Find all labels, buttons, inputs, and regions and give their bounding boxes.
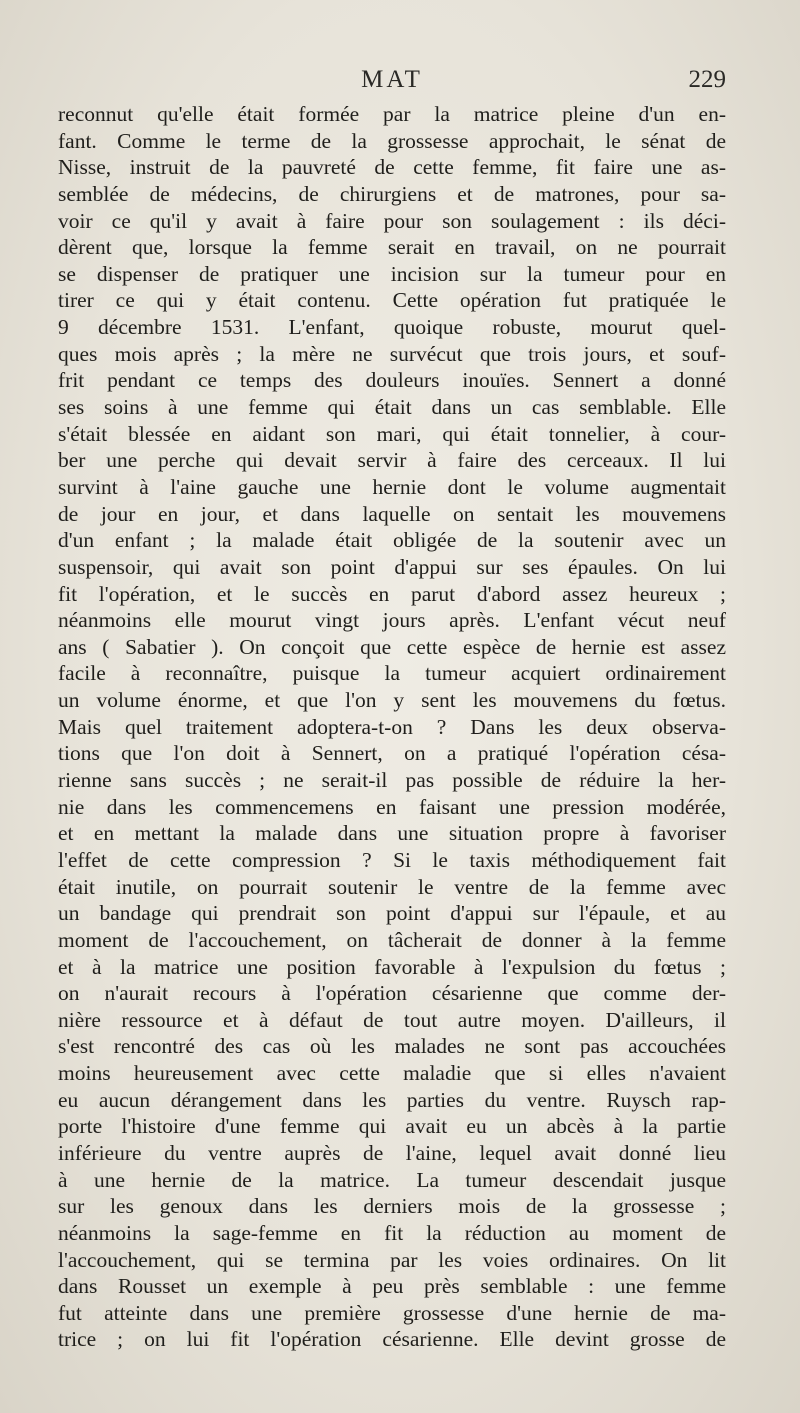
text-line: ques mois après ; la mère ne survécut que trois jours, et souf- xyxy=(58,341,726,366)
text-line: frit pendant ce temps des douleurs inouïes. Sennert a donné xyxy=(58,368,726,393)
text-line: sur les genoux dans les derniers mois de la grossesse ; xyxy=(58,1194,726,1219)
text-line: fut atteinte dans une première grossesse d'une hernie de ma- xyxy=(58,1300,726,1325)
running-head: MAT xyxy=(361,66,423,93)
text-line: un bandage qui prendrait son point d'appui sur l'épaule, et au xyxy=(58,901,726,926)
page-header xyxy=(58,66,726,100)
text-line: néanmoins elle mourut vingt jours après. L'enfant vécut neuf xyxy=(58,608,726,633)
text-line: ans ( Sabatier ). On conçoit que cette espèce de hernie est assez xyxy=(58,634,726,659)
text-line: et en mettant la malade dans une situation propre à favoriser xyxy=(58,821,726,846)
text-line: fant. Comme le terme de la grossesse approchait, le sénat de xyxy=(58,128,726,153)
text-line: porte l'histoire d'une femme qui avait eu un abcès à la partie xyxy=(58,1114,726,1139)
text-line: s'était blessée en aidant son mari, qui était tonnelier, à cour- xyxy=(58,421,726,446)
text-line: moment de l'accouchement, on tâcherait de donner à la femme xyxy=(58,927,726,952)
text-line: facile à reconnaître, puisque la tumeur acquiert ordinairement xyxy=(58,661,726,686)
text-line: l'accouchement, qui se termina par les voies ordinaires. On lit xyxy=(58,1247,726,1272)
text-line: à une hernie de la matrice. La tumeur descendait jusque xyxy=(58,1167,726,1192)
text-line: tions que l'on doit à Sennert, on a pratiqué l'opération césa- xyxy=(58,741,726,766)
text-line: rienne sans succès ; ne serait-il pas possible de réduire la her- xyxy=(58,768,726,793)
text-line: Nisse, instruit de la pauvreté de cette femme, fit faire une as- xyxy=(58,155,726,180)
text-line: dèrent que, lorsque la femme serait en travail, on ne pourrait xyxy=(58,235,726,260)
text-line: nie dans les commencemens en faisant une pression modérée, xyxy=(58,794,726,819)
text-line: fit l'opération, et le succès en parut d'abord assez heureux ; xyxy=(58,581,726,606)
text-line: l'effet de cette compression ? Si le taxis méthodiquement fait xyxy=(58,847,726,872)
text-line: ber une perche qui devait servir à faire des cerceaux. Il lui xyxy=(58,448,726,473)
text-line: néanmoins la sage-femme en fit la réduction au moment de xyxy=(58,1220,726,1245)
text-line: eu aucun dérangement dans les parties du ventre. Ruysch rap- xyxy=(58,1087,726,1112)
body-text xyxy=(58,101,726,1353)
text-line: trice ; on lui fit l'opération césarienne. Elle devint grosse de xyxy=(58,1327,726,1352)
text-line: se dispenser de pratiquer une incision sur la tumeur pour en xyxy=(58,261,726,286)
text-line: suspensoir, qui avait son point d'appui sur ses épaules. On lui xyxy=(58,554,726,579)
text-line: était inutile, on pourrait soutenir le ventre de la femme avec xyxy=(58,874,726,899)
text-line: on n'aurait recours à l'opération césarienne que comme der- xyxy=(58,981,726,1006)
text-line: dans Rousset un exemple à peu près semblable : une femme xyxy=(58,1274,726,1299)
text-line: nière ressource et à défaut de tout autre moyen. D'ailleurs, il xyxy=(58,1007,726,1032)
text-line: tirer ce qui y était contenu. Cette opération fut pratiquée le xyxy=(58,288,726,313)
text-line: reconnut qu'elle était formée par la matrice pleine d'un en- xyxy=(58,102,726,126)
text-line: et à la matrice une position favorable à l'expulsion du fœtus ; xyxy=(58,954,726,979)
page-number: 229 xyxy=(688,66,726,93)
text-line: inférieure du ventre auprès de l'aine, lequel avait donné lieu xyxy=(58,1140,726,1165)
text-line: de jour en jour, et dans laquelle on sentait les mouvemens xyxy=(58,501,726,526)
text-line: Mais quel traitement adoptera-t-on ? Dans les deux observa- xyxy=(58,714,726,739)
text-line: 9 décembre 1531. L'enfant, quoique robuste, mourut quel- xyxy=(58,315,726,340)
text-line: s'est rencontré des cas où les malades ne sont pas accouchées xyxy=(58,1034,726,1059)
text-line: ses soins à une femme qui était dans un cas semblable. Elle xyxy=(58,395,726,420)
text-line: un volume énorme, et que l'on y sent les mouvemens du fœtus. xyxy=(58,688,726,713)
text-line: d'un enfant ; la malade était obligée de la soutenir avec un xyxy=(58,528,726,553)
text-line: voir ce qu'il y avait à faire pour son soulagement : ils déci- xyxy=(58,208,726,233)
text-line: survint à l'aine gauche une hernie dont le volume augmentait xyxy=(58,474,726,499)
text-line: semblée de médecins, de chirurgiens et de matrones, pour sa- xyxy=(58,181,726,206)
text-line: moins heureusement avec cette maladie que si elles n'avaient xyxy=(58,1061,726,1086)
